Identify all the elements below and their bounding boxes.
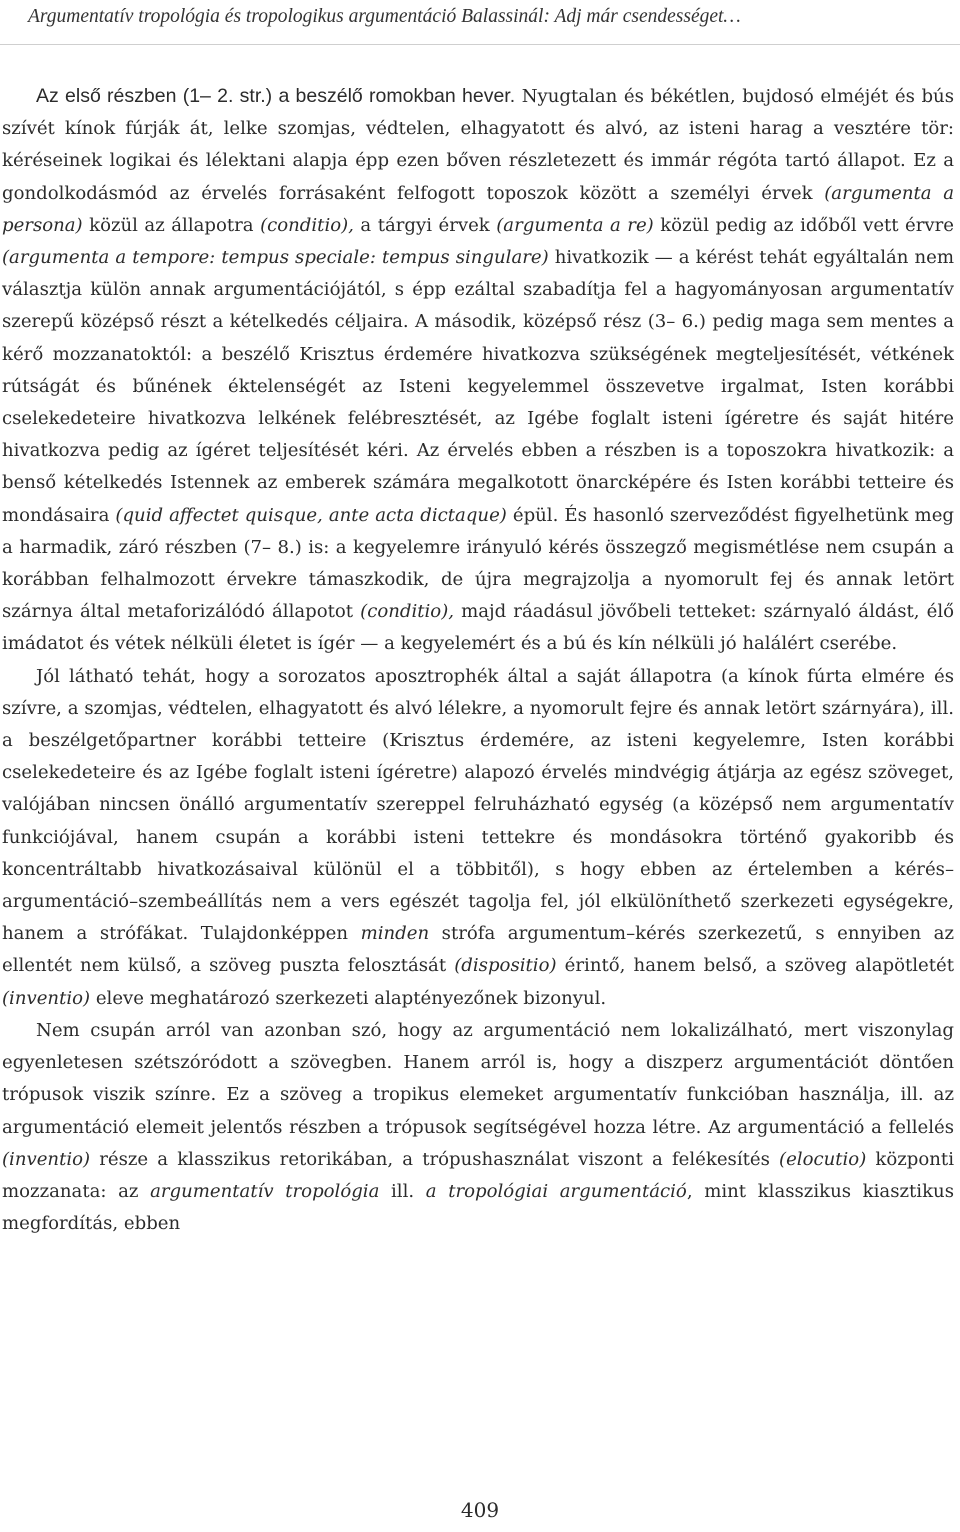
text-run: strófa argumentum–kérés szerkezetű, s ennyiben az ellentét nem külső, a szöveg puszta felosztását bbox=[2, 923, 954, 977]
body-text bbox=[2, 80, 954, 1240]
italic-run: (conditio), bbox=[360, 601, 455, 623]
paragraph-1 bbox=[2, 80, 954, 661]
text-run: , mint klasszikus kiasztikus megfordítás, ebben bbox=[2, 1180, 954, 1235]
paragraph-3 bbox=[2, 1015, 954, 1240]
italic-run: argumentatív tropológia bbox=[150, 1180, 380, 1202]
text-run: Nyugtalan és békétlen, bujdosó elméjét és bús szívét kínok fúrják át, lelke szomjas, védtelen, elhagyatott és alvó, az isteni harag a vesztére tör: kéréseinek logikai és lélektani alapja épp ezen bőven részletezett és immár régóta tartó állapot. Ez a gondolkodásmód az érvelés forrásaként felfogott toposzok között a személyi érvek bbox=[2, 86, 954, 204]
italic-run: a tropológiai argumentáció bbox=[425, 1180, 687, 1202]
text-run: eleve meghatározó szerkezeti alaptényezőnek bizonyul. bbox=[90, 987, 607, 1009]
italic-run: (conditio), bbox=[260, 214, 354, 236]
header-divider bbox=[0, 44, 960, 45]
paragraph-2 bbox=[2, 661, 954, 1015]
page-number: 409 bbox=[460, 1498, 500, 1522]
text-run: Jól látható tehát, hogy a sorozatos aposztrophék által a saját állapotra (a kínok fúrta elmére és szívre, a szomjas, védtelen, elhagyatott és alvó lélekre, a nyomorult fejre és annak letört szárnyára), ill. a beszélgetőpartner korábbi tetteire (Krisztus érdemére, az isteni kegyelemre, Isten korábbi cselekedeteire és az Igébe foglalt isteni ígéretre) alapozó érvelés mindvégig átjárja az egész szöveget, valójában nincsen önálló argumentatív szereppel felruházható egység (a középső nem argumentatív funkciójával, hanem csupán a korábbi isteni tettekre és mondásokra történő gyakoribb és koncentráltabb hivatkozásaival különül el a többitől), s hogy ebben az értelemben a kérés–argumentáció–szembeállítás nem a vers egészét tagolja fel, jól elkülöníthető szerkezeti egységekre, hanem a strófákat. Tulajdonképpen bbox=[2, 665, 954, 945]
text-run: része a klasszikus retorikában, a trópushasználat viszont a felékesítés bbox=[90, 1148, 780, 1170]
italic-run: (argumenta a persona) bbox=[2, 182, 954, 236]
italic-run: (argumenta a tempore: tempus speciale: tempus singulare) bbox=[2, 247, 549, 269]
italic-run: (dispositio) bbox=[454, 955, 557, 977]
text-run: a tárgyi érvek bbox=[353, 214, 497, 236]
text-run: hivatkozik — a kérést tehát egyáltalán nem választja külön annak argumentációjától, s épp ezáltal szabadítja fel a hagyományosan argumentatív szerepű középső részt a kételkedés céljaira. A második, középső rész (3– 6.) pedig maga sem mentes a kérő mozzanatoktól: a beszélő Krisztus érdemére hivatkozva szükségének megteljesítését, vétkének rútságát és bűnének éktelenségét az Isteni kegyelemmel összevetve irgalmat, Isten korábbi cselekedeteire hivatkozva lelkének felébresztését, az Igébe foglalt isteni ígéretre és saját hitére hivatkozva pedig az ígéret teljesítését kéri. Az érvelés ebben a részben is a toposzokra hivatkozik: a benső kételkedés Istennek az emberek számára megalkotott önarcképére és Isten korábbi tetteire és mondásaira bbox=[2, 247, 955, 526]
italic-run: (quid affectet quisque, ante acta dictaque) bbox=[115, 504, 507, 526]
running-head: Argumentatív tropológia és tropologikus argumentáció Balassinál: Adj már csendességet… bbox=[28, 6, 741, 27]
text-run: közül az állapotra bbox=[82, 214, 261, 236]
italic-run: (elocutio) bbox=[779, 1148, 867, 1170]
text-run: épül. És hasonló szerveződést figyelhetünk meg a harmadik, záró részben (7– 8.) is: a kegyelemre irányuló kérés összegző megismétlése nem csupán a korábban felhalmozott érvekre támaszkodik, de újra megrajzolja a nyomorult fej és annak letört szárnya által metaforizálódó állapotot bbox=[2, 504, 954, 623]
italic-run: minden bbox=[360, 923, 430, 945]
italic-run: (argumenta a re) bbox=[496, 214, 654, 236]
text-run: központi mozzanata: az bbox=[2, 1148, 954, 1202]
italic-run: (inventio) bbox=[2, 987, 91, 1009]
text-run: Nem csupán arról van azonban szó, hogy az argumentáció nem lokalizálható, mert viszonylag egyenletesen szétszóródott a szövegben. Hanem arról is, hogy a diszperz argumentációt döntően trópusok viszik színre. Ez a szöveg a tropikus elemeket argumentatív funkcióban használja, ill. az argumentáció elemeit jelentős részben a trópusok segítségével hozza létre. Az argumentáció a fellelés bbox=[2, 1019, 954, 1138]
text-run: érintő, hanem belső, a szöveg alapötletét bbox=[556, 955, 954, 977]
italic-run: (inventio) bbox=[2, 1148, 91, 1170]
text-run: ill. bbox=[379, 1180, 426, 1202]
text-run: majd ráadásul jövőbeli tetteket: szárnyaló áldást, élő imádatot és vétek nélküli életet is ígér — a kegyelemért és a bú és kín nélküli jó halálért cserébe. bbox=[2, 601, 954, 655]
text-run: közül pedig az időből vett érvre bbox=[653, 214, 954, 236]
text-run: Az első részben (1– 2. str.) a beszélő romokban hever. bbox=[36, 85, 516, 107]
